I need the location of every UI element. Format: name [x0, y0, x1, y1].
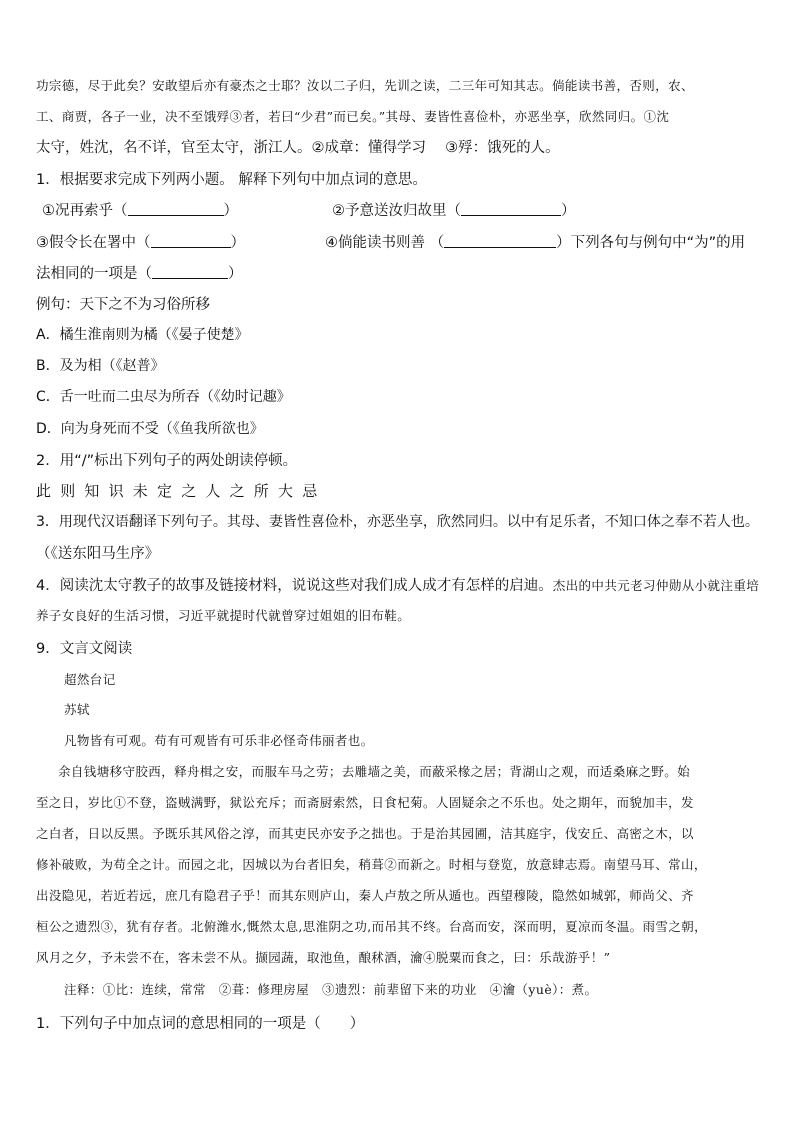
- answer-blank[interactable]: [152, 266, 228, 279]
- q1-item-5-close: ）: [228, 266, 243, 282]
- q1-item-1: [42, 199, 238, 220]
- answer-blank[interactable]: [128, 203, 224, 216]
- q1-item-3: [36, 231, 245, 252]
- q1-item-1-text: ①况再索乎（: [42, 203, 128, 219]
- question-9-title: 9．文言文阅读: [36, 641, 133, 657]
- question-4-lead: 4．阅读沈太守教子的故事及链接材料，说说这些对我们成人成才有怎样的启迪。: [36, 578, 553, 594]
- question-4-material: 杰出的中共元老习仲勋从小就注重培: [552, 578, 760, 593]
- q1-option-b[interactable]: B．及为相（《赵普》: [36, 358, 165, 374]
- q1-item-4: [325, 231, 745, 252]
- question-3-source: （《送东阳马生序》: [36, 546, 160, 562]
- q1-option-d[interactable]: D．向为身死而不受（《鱼我所欲也》: [36, 421, 264, 437]
- article-line: 余自钱塘移守胶西，释舟楫之安，而服车马之劳；去雕墙之美，而蔽采椽之居；背湖山之观，而适桑麻之野。始: [58, 764, 691, 779]
- q2-sentence: 此则知识未定之人之所大忌: [36, 482, 327, 500]
- article-title: 超然台记: [64, 672, 116, 687]
- answer-blank[interactable]: [151, 235, 231, 248]
- question-4-line: [36, 574, 759, 595]
- q1-item-2-close: ）: [561, 203, 576, 219]
- q1-item-4-text: ④倘能读书则善 （: [325, 235, 445, 251]
- q1-item-5-text: 法相同的一项是（: [36, 266, 152, 282]
- question-2-title: 2．用“/”标出下列句子的两处朗读停顿。: [36, 453, 298, 469]
- answer-blank[interactable]: [444, 235, 556, 248]
- passage-line: 工、商贾，各子一业，决不至饿殍③者，若曰“少君”而已矣。”其母、妻皆性喜俭朴，亦恶坐享，欣然同归。①沈: [36, 109, 670, 124]
- article-line: 风月之夕，予未尝不在，客未尝不从。撷园蔬，取池鱼，酿秫酒，瀹④脱粟而食之，曰：乐哉游乎！”: [36, 950, 611, 965]
- q1-item-5: [36, 262, 243, 283]
- question-last-title: 1．下列句子中加点词的意思相同的一项是（ ）: [36, 1016, 365, 1032]
- question-3-line: 3．用现代汉语翻译下列句子。其母、妻皆性喜俭朴，亦恶坐享，欣然同归。以中有足乐者，不知口体之奉不若人也。: [36, 514, 759, 530]
- article-notes: 注释：①比：连续，常常 ②葺：修理房屋 ③遗烈：前辈留下来的功业 ④瀹（yuè）：煮。: [64, 982, 598, 997]
- q1-item-2: [332, 199, 576, 220]
- q1-option-c[interactable]: C．舌一吐而二虫尽为所吞（《幼时记趣》: [36, 389, 291, 405]
- q1-item-3-close: ）: [230, 235, 245, 251]
- passage-footnote: 太守，姓沈，名不详，官至太守，浙江人。②成章：懂得学习 ③殍：饿死的人。: [36, 140, 560, 156]
- passage-line: 功宗德，尽于此矣？安敢望后亦有豪杰之士耶？汝以二子归，先训之读，二三年可知其志。倘能读书善，否则，农、: [36, 78, 694, 93]
- article-line: 桓公之遗烈③，犹有存者。北俯潍水,慨然太息,思淮阴之功,而吊其不终。台高而安，深而明，夏凉而冬温。雨雪之朝，: [36, 919, 708, 934]
- q1-item-3-text: ③假令长在署中（: [36, 235, 151, 251]
- q1-example: 例句：天下之不为习俗所移: [36, 297, 210, 313]
- q1-item-4-close: ）下列各句与例句中“为”的用: [556, 235, 746, 251]
- q1-item-1-close: ）: [223, 203, 238, 219]
- article-line: 至之日，岁比①不登，盗贼满野，狱讼充斥；而斋厨索然，日食杞菊。人固疑余之不乐也。处之期年，而貌加丰，发: [36, 795, 694, 810]
- article-line: 之白者，日以反黑。予既乐其风俗之淳，而其吏民亦安予之拙也。于是治其园圃，洁其庭宇，伐安丘、高密之木，以: [36, 826, 694, 841]
- q1-option-a[interactable]: A．橘生淮南则为橘（《晏子使楚》: [36, 327, 249, 343]
- article-line: 出没隐见，若近若远，庶几有隐君子乎！而其东则庐山，秦人卢敖之所从遁也。西望穆陵，隐然如城郭，师尚父、齐: [36, 888, 694, 903]
- q1-item-2-text: ②予意送汝归故里（: [332, 203, 461, 219]
- answer-blank[interactable]: [461, 203, 561, 216]
- question-1-title: 1．根据要求完成下列两小题。 解释下列句中加点词的意思。: [36, 172, 427, 188]
- question-4-material-line: 养子女良好的生活习惯，习近平就提时代就曾穿过姐姐的旧布鞋。: [36, 608, 411, 623]
- article-paragraph: 凡物皆有可观。苟有可观皆有可乐非必怪奇伟丽者也。: [64, 733, 374, 748]
- article-line: 修补破败，为苟全之计。而园之北，因城以为台者旧矣，稍葺②而新之。时相与登览，放意肆志焉。南望马耳、常山，: [36, 857, 707, 872]
- article-author: 苏轼: [64, 702, 90, 717]
